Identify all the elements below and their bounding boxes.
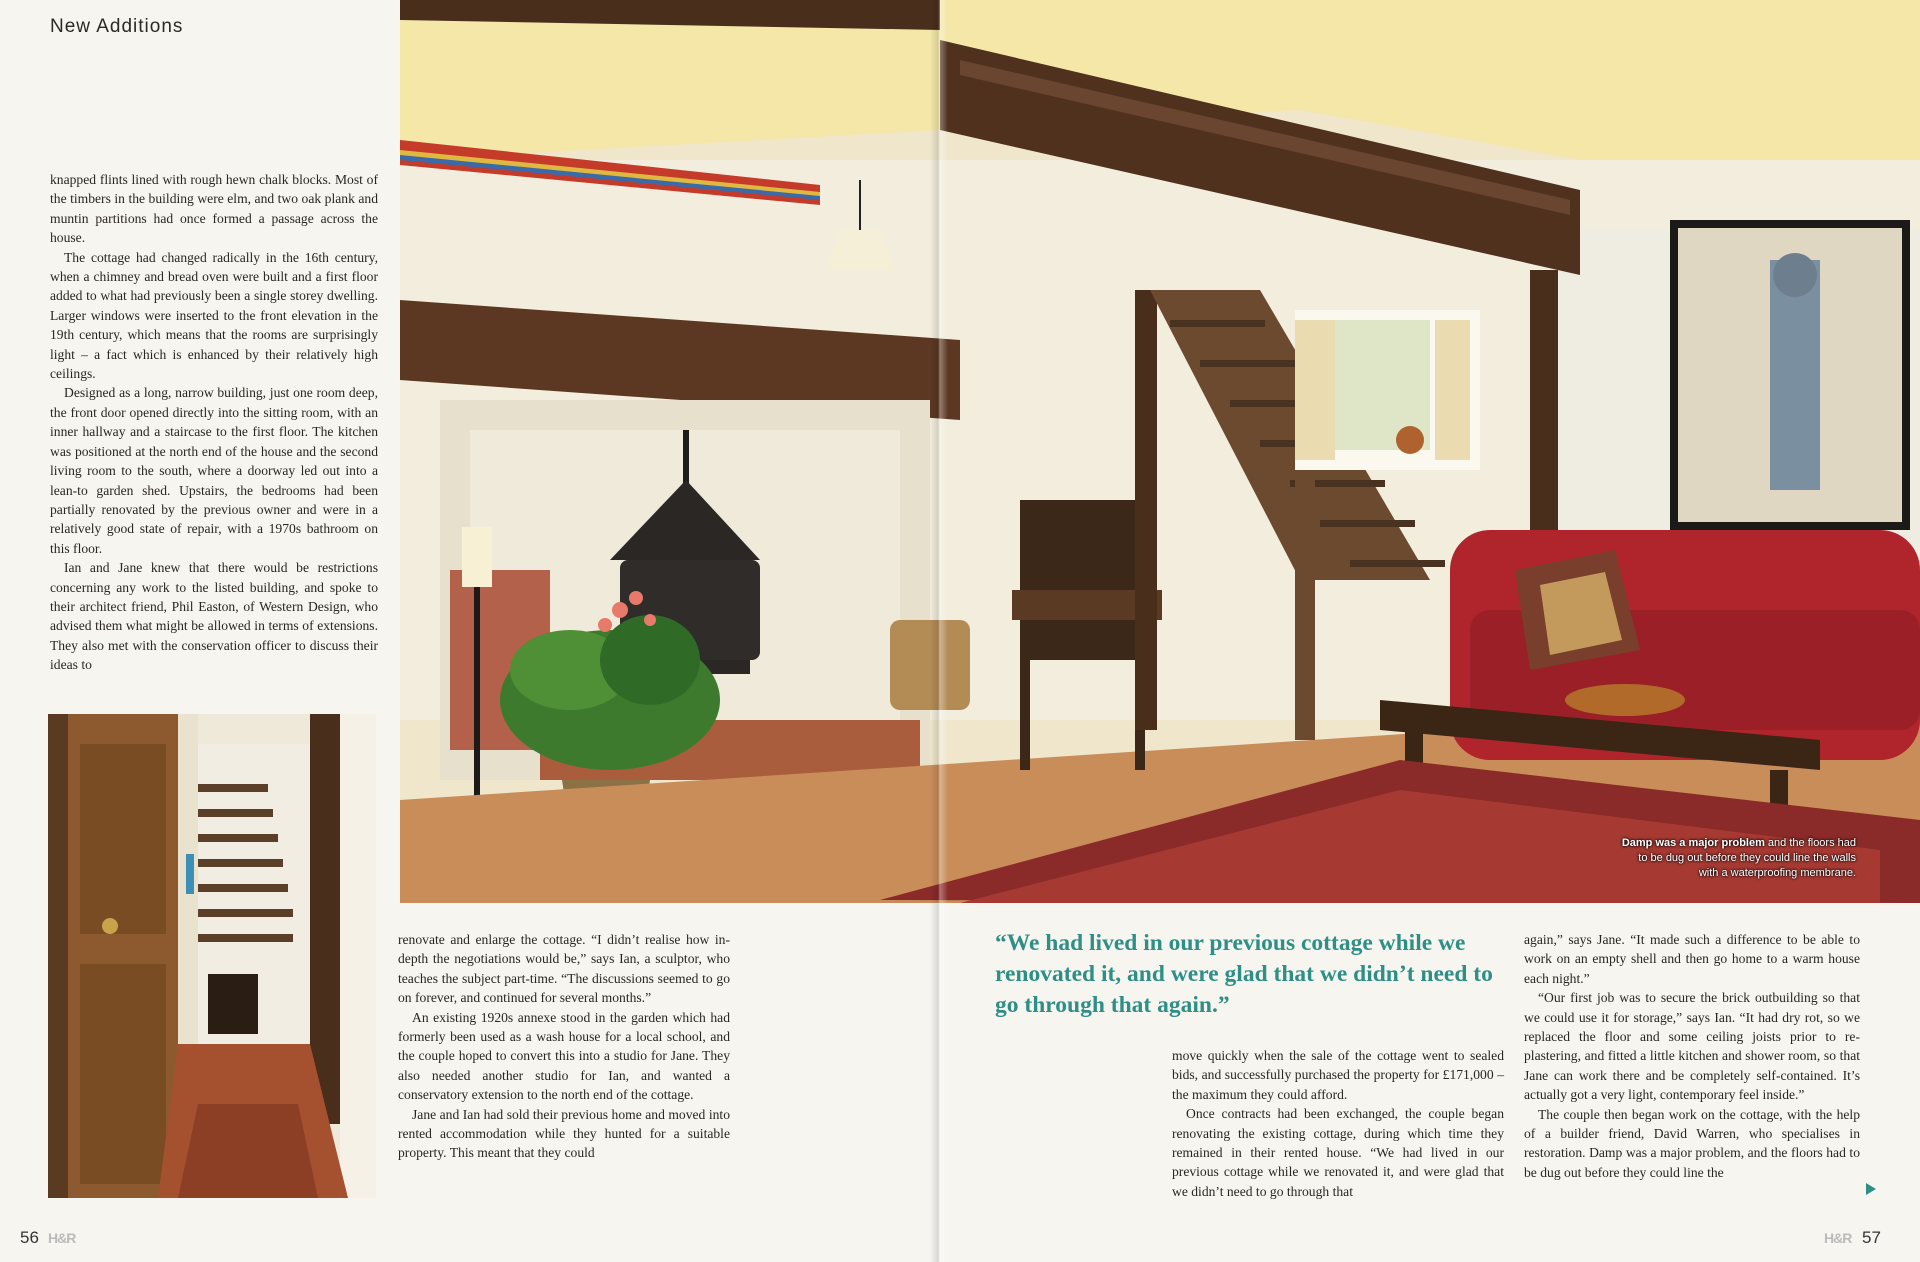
hallway-photo — [48, 714, 376, 1198]
paragraph: Designed as a long, narrow building, just one room deep, the front door opened directly into the sitting room, with an inner hallway and a staircase to the first floor. The kitchen was positioned at the north end of the house and the second living room to the south, where a doorway led out into a lean-to garden shed. Upstairs, the bedrooms had been partially renovated by the previous owner and were in a relatively good state of repair, with a 1970s bathroom on this floor. — [50, 385, 378, 556]
paragraph: Once contracts had been exchanged, the couple began renovating the existing cottage, during which time they remained in their rented house. “We had lived in our previous cottage while we renovated it, and were glad that we didn’t need to go through that — [1172, 1106, 1504, 1199]
article-column-4 — [1524, 930, 1860, 1182]
right-page-number: 57 — [1862, 1228, 1881, 1247]
paragraph: “Our first job was to secure the brick outbuilding so that we could use it for storage,” says Ian. “It had dry rot, so we replaced the floor and some ceiling joists prior to re-plastering, and fitted a little kitchen and shower room, so that Jane can work there and be completely self-contained. It’s actually got a very light, contemporary feel inside.” — [1524, 990, 1860, 1103]
paragraph: The cottage had changed radically in the 16th century, when a chimney and bread oven were built and a first floor added to what had previously been a single storey dwelling. Larger windows were inserted to the front elevation in the 19th century, which means that the rooms are surprisingly light – a fact which is enhanced by their relatively high ceilings. — [50, 249, 378, 382]
pull-quote: “We had lived in our previous cottage while we renovated it, and were glad that we didn’t need to go through that again.” — [995, 930, 1493, 1018]
paragraph: again,” says Jane. “It made such a difference to be able to work on an empty shell and then go home to a warm house each night.” — [1524, 932, 1860, 986]
article-column-1 — [50, 170, 378, 675]
article-column-3 — [1172, 1046, 1504, 1201]
paragraph: The couple then began work on the cottage, with the help of a builder friend, David Warren, who specialises in restoration. Damp was a major problem, and the floors had to be dug out before they could line the — [1524, 1106, 1860, 1180]
article-column-2 — [398, 930, 730, 1163]
paragraph: knapped flints lined with rough hewn chalk blocks. Most of the timbers in the building were elm, and two oak plank and muntin partitions had once formed a passage across the house. — [50, 172, 378, 246]
publication-logo-right: H&R — [1824, 1230, 1852, 1246]
paragraph: Ian and Jane knew that there would be restrictions concerning any work to the listed building, and spoke to their architect friend, Phil Easton, of Western Design, who advised them what might be allowed in terms of extensions. They also met with the conservation officer to discuss their ideas to — [50, 560, 378, 673]
caption-lead: Damp was a major problem — [1621, 837, 1765, 849]
paragraph: An existing 1920s annexe stood in the garden which had formerly been used as a wash house for a local school, and the couple hoped to convert this into a studio for Jane. They also needed another studio for Ian, and wanted a conservatory extension to the north end of the cottage. — [398, 1009, 730, 1103]
living-room-photo — [400, 0, 1920, 903]
caption-text: and the floors had to be dug out before they could line the walls with a waterproofing membrane. — [1638, 837, 1856, 879]
continue-arrow-icon — [1866, 1183, 1876, 1195]
left-page-number: 56 — [20, 1228, 39, 1247]
paragraph: Jane and Ian had sold their previous home and moved into rented accommodation while they hunted for a suitable property. This meant that they could — [398, 1106, 730, 1161]
paragraph: renovate and enlarge the cottage. “I didn’t realise how in-depth the negotiations would be,” says Ian, a sculptor, who teaches the subject part-time. “The discussions seemed to go on forever, and continued for several months.” — [398, 932, 730, 1006]
section-title: New Additions — [50, 16, 184, 37]
publication-logo: H&R — [48, 1230, 76, 1246]
paragraph: move quickly when the sale of the cottage went to sealed bids, and successfully purchased the property for £171,000 – the maximum they could afford. — [1172, 1048, 1504, 1102]
photo-caption — [1620, 836, 1856, 881]
